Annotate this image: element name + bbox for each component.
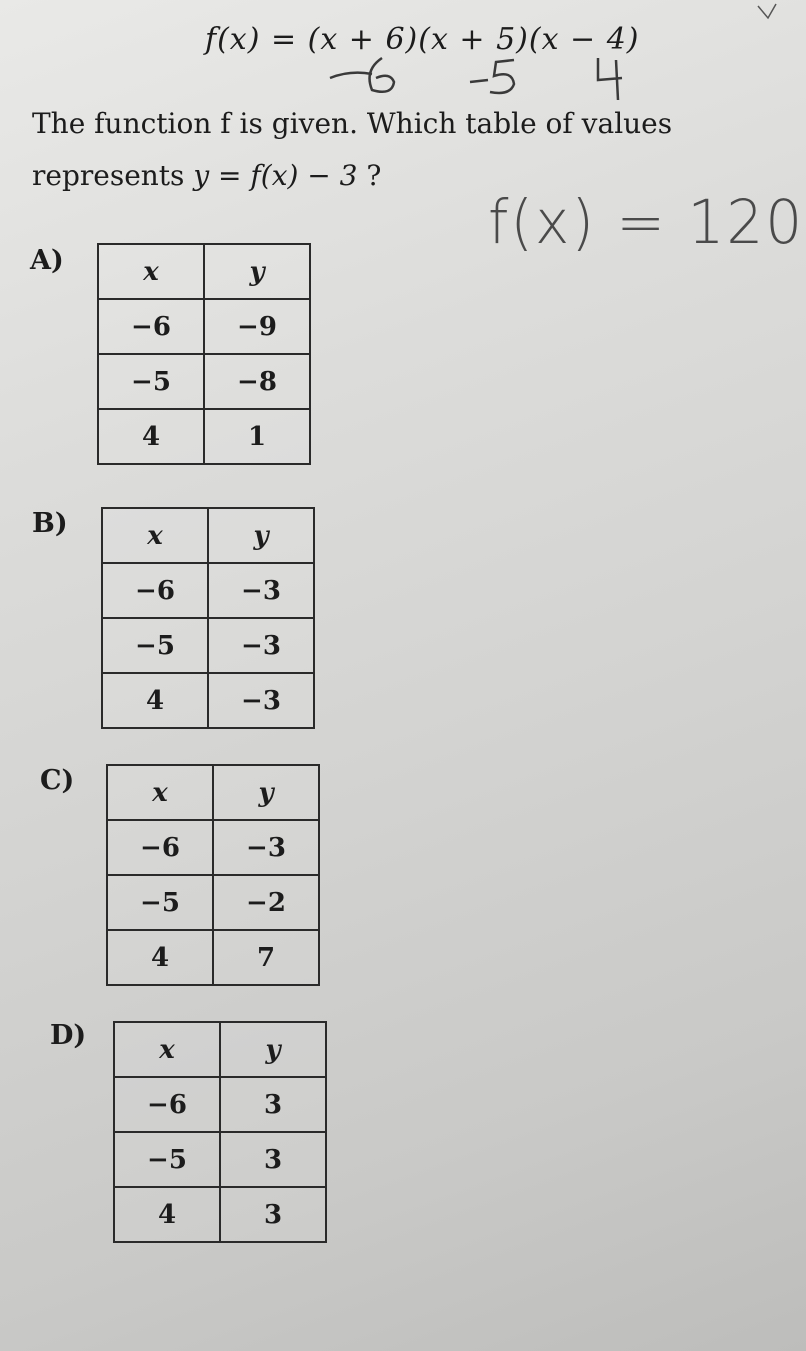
cell-x: 4	[102, 673, 208, 728]
question-text	[32, 98, 732, 202]
table-row	[114, 1187, 326, 1242]
table-header-row	[107, 765, 319, 820]
function-formula: f(x) = (x + 6)(x + 5)(x − 4)	[205, 22, 640, 57]
handwritten-note: f(x) = 120	[488, 186, 805, 258]
option-a-table	[97, 243, 311, 465]
table-row	[102, 563, 314, 618]
cell-x: −6	[114, 1077, 220, 1132]
table-row	[114, 1077, 326, 1132]
cell-y: 1	[204, 409, 310, 464]
cell-x: −5	[98, 354, 204, 409]
handwritten-4-mark	[598, 58, 622, 100]
header-y: y	[204, 244, 310, 299]
option-d-label[interactable]: D)	[50, 1020, 87, 1051]
handwritten-minus5-mark	[470, 60, 514, 93]
handwritten-minus6-mark	[330, 58, 394, 92]
table-header-row	[98, 244, 310, 299]
question-expression: y = f(x) − 3	[193, 159, 358, 192]
cell-x: 4	[107, 930, 213, 985]
header-y: y	[220, 1022, 326, 1077]
cell-x: −5	[102, 618, 208, 673]
question-line-1: The function f is given. Which table of values	[32, 107, 673, 140]
cell-y: −3	[208, 563, 314, 618]
cell-x: −6	[98, 299, 204, 354]
table-header-row	[114, 1022, 326, 1077]
table-row	[102, 618, 314, 673]
cell-x: 4	[114, 1187, 220, 1242]
option-c-table	[106, 764, 320, 986]
handwritten-check-mark	[758, 4, 776, 18]
cell-x: 4	[98, 409, 204, 464]
option-b-label[interactable]: B)	[32, 508, 68, 539]
cell-x: −5	[114, 1132, 220, 1187]
option-b-table	[101, 507, 315, 729]
cell-y: 3	[220, 1132, 326, 1187]
header-x: x	[102, 508, 208, 563]
header-x: x	[98, 244, 204, 299]
table-row	[102, 673, 314, 728]
question-line-2-prefix: represents	[32, 159, 194, 192]
table-header-row	[102, 508, 314, 563]
table-row	[98, 299, 310, 354]
header-x: x	[114, 1022, 220, 1077]
question-line-2	[32, 150, 732, 202]
header-y: y	[208, 508, 314, 563]
cell-y: −9	[204, 299, 310, 354]
cell-y: −3	[208, 618, 314, 673]
cell-y: 7	[213, 930, 319, 985]
question-line-2-suffix: ?	[357, 159, 382, 192]
cell-y: −3	[208, 673, 314, 728]
table-row	[98, 354, 310, 409]
option-a-label[interactable]: A)	[30, 245, 64, 276]
table-row	[107, 820, 319, 875]
option-d-table	[113, 1021, 327, 1243]
cell-y: 3	[220, 1077, 326, 1132]
cell-y: 3	[220, 1187, 326, 1242]
cell-x: −6	[102, 563, 208, 618]
header-x: x	[107, 765, 213, 820]
cell-x: −6	[107, 820, 213, 875]
table-row	[107, 930, 319, 985]
option-c-label[interactable]: C)	[40, 765, 75, 796]
table-row	[114, 1132, 326, 1187]
cell-y: −3	[213, 820, 319, 875]
header-y: y	[213, 765, 319, 820]
table-row	[98, 409, 310, 464]
table-row	[107, 875, 319, 930]
cell-x: −5	[107, 875, 213, 930]
cell-y: −8	[204, 354, 310, 409]
cell-y: −2	[213, 875, 319, 930]
